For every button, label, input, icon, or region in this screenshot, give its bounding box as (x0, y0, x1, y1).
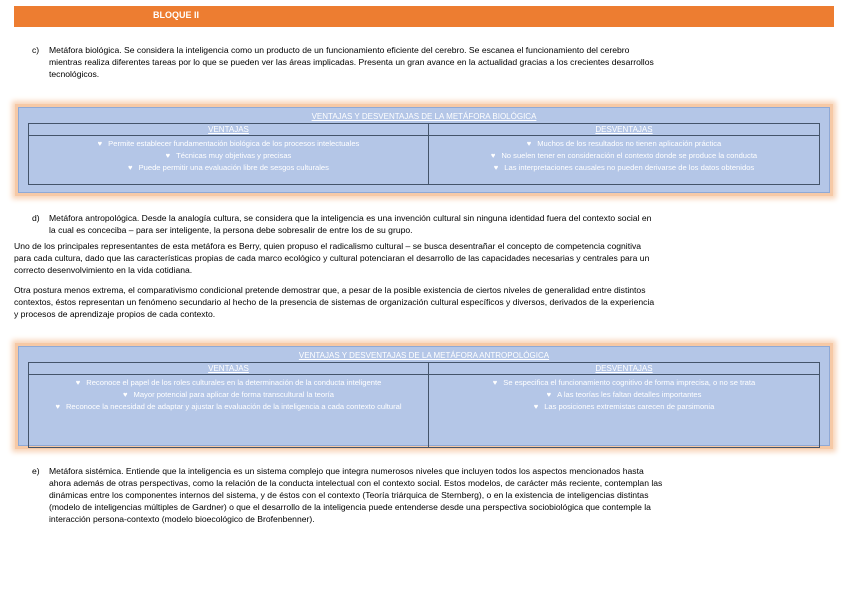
section-d-line: Metáfora antropológica. Desde la analogía cultura, se considera que la inteligencia es una invención cultural sin ninguna identidad fuera del contexto social en (49, 213, 652, 223)
list-item: ♥ Reconoce la necesidad de adaptar y ajustar la evaluación de la inteligencia a cada contexto cultural (55, 402, 402, 411)
heart-icon: ♥ (75, 378, 81, 387)
desventajas-column (429, 363, 819, 447)
table-antropologica (15, 343, 833, 449)
heart-icon: ♥ (546, 390, 552, 399)
header-bar (14, 6, 834, 27)
table-biologica-title: VENTAJAS Y DESVENTAJAS DE LA METÁFORA BIOLÓGICA (311, 112, 537, 121)
section-c-line: Metáfora biológica. Se considera la inteligencia como un producto de un funcionamiento eficiente del cerebro. Se escanea el funcionamiento del cerebro (49, 45, 630, 55)
section-d-line: la cual es conceciba – para ser inteligente, la persona debe sobresalir de entre los de su grupo. (49, 225, 413, 235)
list-item: ♥ Se especifica el funcionamiento cognitivo de forma imprecisa, o no se trata (492, 378, 756, 387)
list-item: ♥ A las teorías les faltan detalles importantes (546, 390, 702, 399)
ventajas-header: VENTAJAS (29, 363, 428, 375)
section-c-line: mientras realiza diferentes tareas por lo que se pueden ver las áreas implicadas. Presenta un gran avance en la actualidad gracias a los crecientes desarrollos (49, 57, 654, 67)
heart-icon: ♥ (128, 163, 133, 172)
list-item: ♥ Reconoce el papel de los roles culturales en la determinación de la conducta inteligente (75, 378, 382, 387)
section-d (32, 212, 834, 236)
ventajas-column (29, 363, 429, 447)
list-item: ♥ Mayor potencial para aplicar de forma transcultural la teoría (122, 390, 334, 399)
list-item: ♥ Puede permitir una evaluación libre de sesgos culturales (128, 163, 329, 172)
desventajas-header: DESVENTAJAS (429, 124, 819, 136)
section-e-line: (modelo de inteligencias múltiples de Gardner) o que el desarrollo de la inteligencia puede entenderse desde una perspectiva sociobiológica que contemple la (49, 502, 651, 512)
heart-icon: ♥ (490, 151, 496, 160)
section-e-line: Metáfora sistémica. Entiende que la inteligencia es un sistema complejo que integra numerosos niveles que incluyen todos los aspectos mencionados hasta (49, 466, 644, 476)
heart-icon: ♥ (97, 139, 103, 148)
heart-icon: ♥ (165, 151, 171, 160)
section-e-line: dinámicas entre los componentes internos del sistema, y de éstos con el contexto (Teoría triárquica de Sternberg), o en la existencia de inteligencias distintas (49, 490, 649, 500)
heart-icon: ♥ (533, 402, 539, 411)
paragraph-berry: Uno de los principales representantes de esta metáfora es Berry, quien propuso el radicalismo cultural – se busca desentrañar el concepto de competencia cognitiva para cada cultura, dado que las características propias de cada marco ecológico y cultural potenciaran el desarrollo de las capacidades necesarias y centrales para un correcto desenvolvimiento en la vida cotidiana. (14, 241, 650, 275)
heart-icon: ♥ (55, 402, 60, 411)
heart-icon: ♥ (526, 139, 532, 148)
ventajas-header: VENTAJAS (29, 124, 428, 136)
section-e (32, 465, 834, 525)
section-c-line: tecnológicos. (49, 69, 100, 79)
list-item: ♥ Permite establecer fundamentación biológica de los procesos intelectuales (97, 139, 360, 148)
desventajas-header: DESVENTAJAS (429, 363, 819, 375)
list-item: ♥ Técnicas muy objetivas y precisas (165, 151, 292, 160)
list-item: ♥ Las posiciones extremistas carecen de parsimonia (533, 402, 715, 411)
section-e-line: ahora además de otras perspectivas, como la relación de la conducta intelectual con el contexto social. Estos modelos, de carácter más reciente, contemplan las (49, 478, 663, 488)
list-item: ♥ Muchos de los resultados no tienen aplicación práctica (526, 139, 722, 148)
section-d-label: d) (32, 213, 40, 223)
heart-icon: ♥ (122, 390, 128, 399)
heart-icon: ♥ (493, 163, 499, 172)
table-antropologica-title: VENTAJAS Y DESVENTAJAS DE LA METÁFORA ANTROPOLÓGICA (298, 351, 550, 360)
ventajas-column (29, 124, 429, 184)
heart-icon: ♥ (492, 378, 498, 387)
paragraph-comparativismo: Otra postura menos extrema, el comparativismo condicional pretende demostrar que, a pesar de la posible existencia de ciertos niveles de generalidad entre distintos contextos, éstos representan un fenómeno secundario al hecho de la presencia de sistemas de organización cultural específicos y diversos, derivados de la experiencia y procesos de aprendizaje propios de cada contexto. (14, 285, 655, 319)
section-e-line: interacción persona-contexto (modelo bioecológico de Brofenbenner). (49, 514, 315, 524)
section-c (32, 44, 834, 80)
desventajas-column (429, 124, 819, 184)
section-e-label: e) (32, 466, 40, 476)
list-item: ♥ Las interpretaciones causales no pueden derivarse de los datos obtenidos (493, 163, 755, 172)
header-title: BLOQUE II (153, 10, 200, 20)
table-biologica (15, 104, 833, 196)
list-item: ♥ No suelen tener en consideración el contexto donde se produce la conducta (490, 151, 758, 160)
section-c-label: c) (32, 45, 40, 55)
